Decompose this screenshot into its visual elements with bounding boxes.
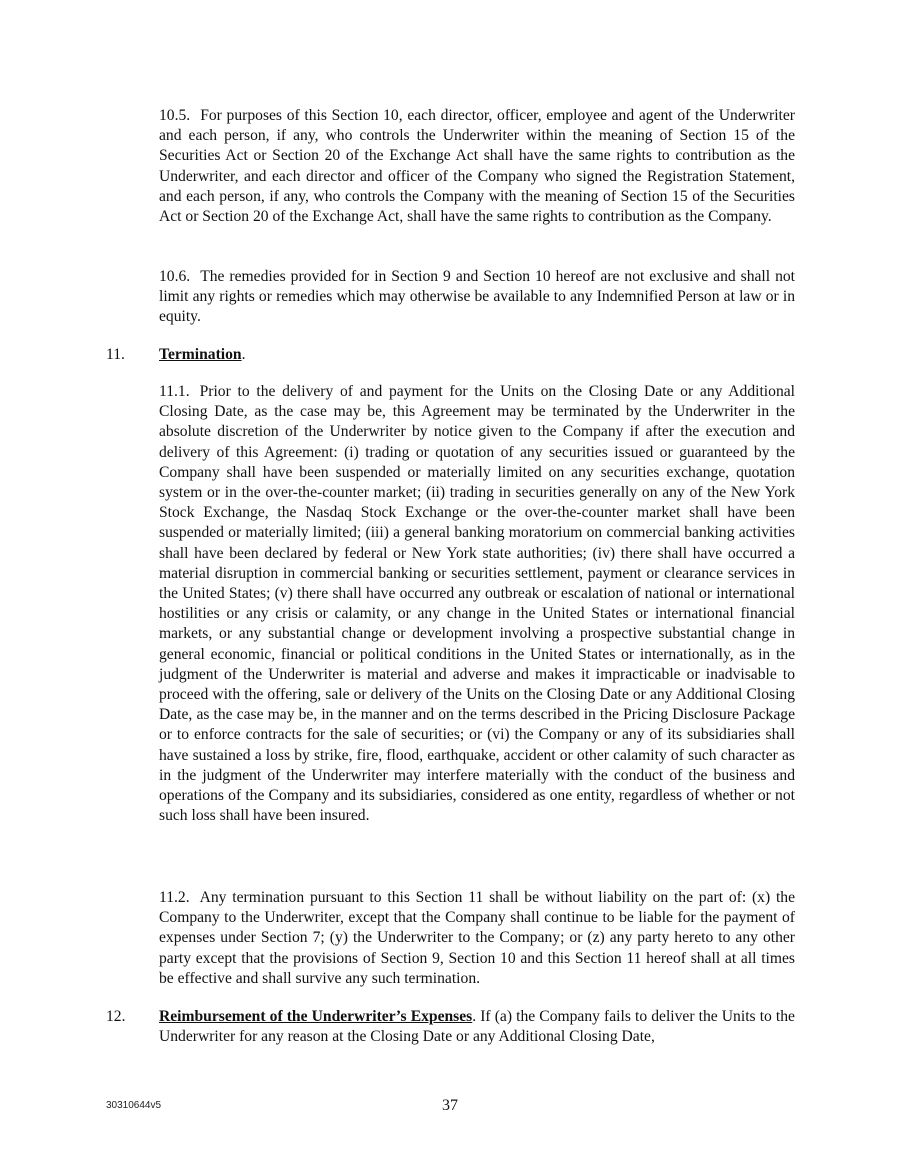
section-number: 10.5.: [159, 107, 191, 124]
section-11-2: [159, 888, 795, 989]
section-text: Any termination pursuant to this Section 11 shall be without liability on the part of: (x) the Company to the Underwriter, except that the Company shall continue to be liable for the payment of expenses under Section 7; (y) the Underwriter to the Company; or (z) any party hereto to any other party except that the provisions of Section 9, Section 10 and this Section 11 hereof shall at all times be effective and shall survive any such termination.: [159, 889, 795, 987]
section-text: For purposes of this Section 10, each director, officer, employee and agent of the Underwriter and each person, if any, who controls the Underwriter within the meaning of Section 15 of the Securities Act or Section 20 of the Exchange Act shall have the same rights to contribution as the Underwriter, and each director and officer of the Company who signed the Registration Statement, and each person, if any, who controls the Company with the meaning of Section 15 of the Securities Act or Section 20 of the Exchange Act, shall have the same rights to contribution as the Company.: [159, 107, 795, 226]
section-text: Prior to the delivery of and payment for the Units on the Closing Date or any Additional Closing Date, as the case may be, this Agreement may be terminated by the Underwriter in the absolute discretion of the Underwriter by notice given to the Company if after the execution and delivery of this Agreement: (i) trading or quotation of any securities issued or guaranteed by the Company shall have been suspended or materially limited on any securities exchange, quotation system or in the over-the-counter market; (ii) trading in securities generally on any of the New York Stock Exchange, the Nasdaq Stock Exchange or the over-the-counter market shall have been suspended or materially limited; (iii) a general banking moratorium on commercial banking activities shall have been declared by federal or New York state authorities; (iv) there shall have occurred a material disruption in commercial banking or securities settlement, payment or clearance services in the United States; (v) there shall have occurred any outbreak or escalation of national or international hostilities or any crisis or calamity, or any change in the United States or international financial markets, or any substantial change or development involving a prospective substantial change in general economic, financial or political conditions in the United States or internationally, as in the judgment of the Underwriter is material and adverse and makes it impracticable or inadvisable to proceed with the offering, sale or delivery of the Units on the Closing Date or any Additional Closing Date, as the case may be, in the manner and on the terms described in the Pricing Disclosure Package or to enforce contracts for the sale of securities; or (vi) the Company or any of its subsidiaries shall have sustained a loss by strike, fire, flood, earthquake, accident or other calamity of such character as in the judgment of the Underwriter may interfere materially with the conduct of the business and operations of the Company and its subsidiaries, considered as one entity, regardless of whether or not such loss shall have been insured.: [159, 383, 795, 825]
section-10-6: [159, 267, 795, 328]
section-12-title: Reimbursement of the Underwriter’s Expenses: [159, 1008, 473, 1025]
section-text: . If (a) the Company fails to deliver the Units to the Underwriter for any reason at the Closing Date or any Additional Closing Date,: [159, 1008, 795, 1046]
section-11-1: [159, 382, 795, 826]
footer-document-id: 30310644v5: [106, 1100, 162, 1111]
section-10-5: [159, 106, 795, 227]
section-11-title: Termination: [159, 346, 242, 363]
section-12: [159, 1007, 795, 1047]
section-11-period: .: [241, 346, 246, 363]
section-11-heading: [159, 345, 795, 365]
section-11-number: 11.: [106, 346, 125, 363]
section-number: 10.6.: [159, 268, 191, 285]
section-text: The remedies provided for in Section 9 and Section 10 hereof are not exclusive and shall not limit any rights or remedies which may otherwise be available to any Indemnified Person at law or in equity.: [159, 268, 795, 326]
section-12-number: 12.: [106, 1008, 126, 1025]
section-number: 11.2.: [159, 889, 190, 906]
footer-page-number: 37: [442, 1097, 458, 1114]
section-number: 11.1.: [159, 383, 190, 400]
